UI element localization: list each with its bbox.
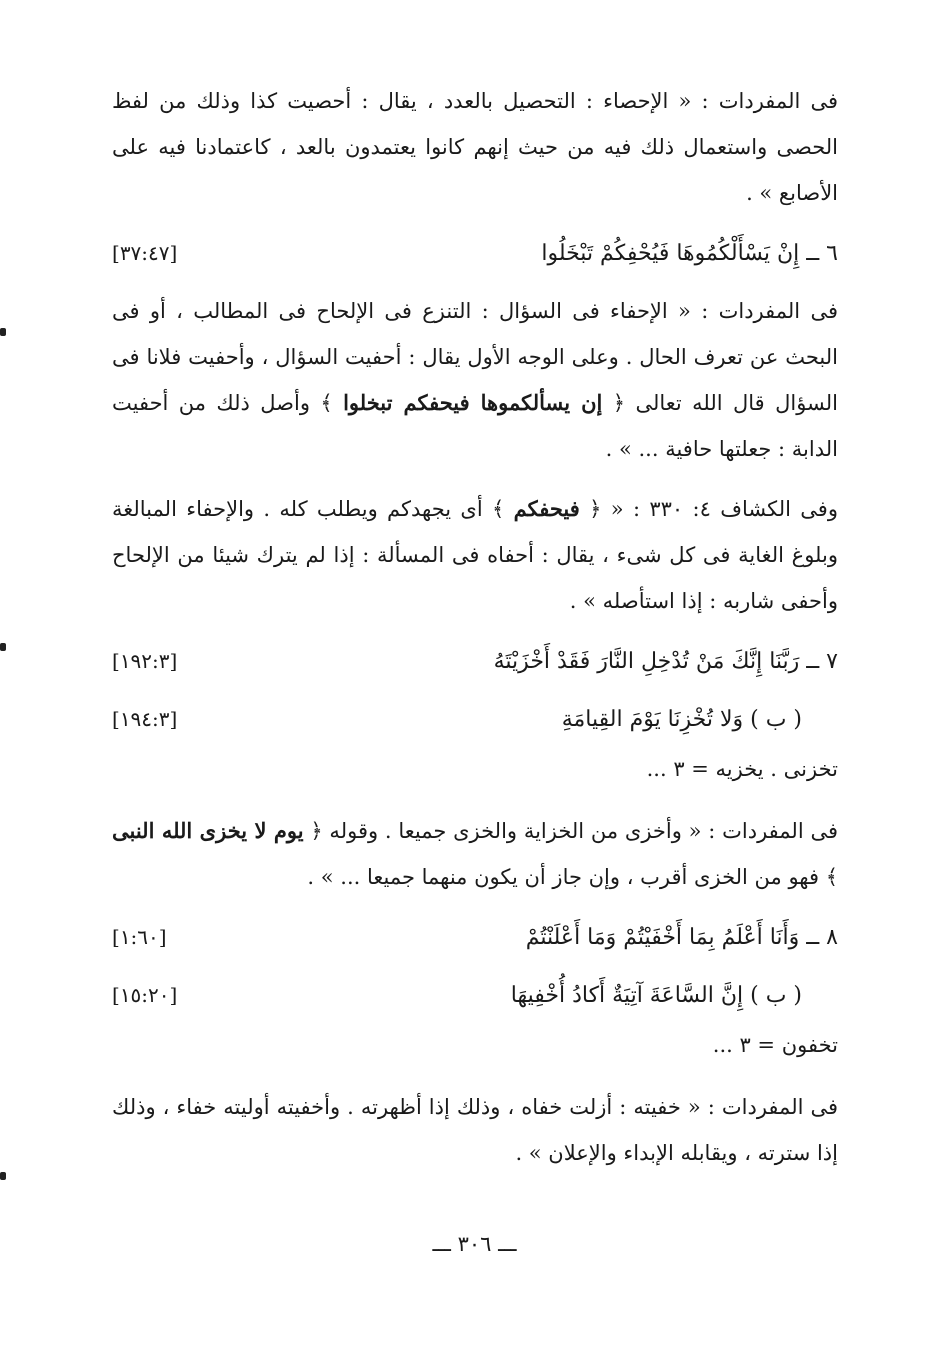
verse-reference: [١٥:٢٠] [112,983,178,1007]
text-segment: ﴾ وأصل ذلك من أحفيت الدابة : جعلتها حافية ... » . [112,391,838,461]
text-segment: ﴾ فهو من الخزى أقرب ، وإن جاز أن يكون منهما جميعا ... » . [307,865,838,889]
page-number: ـــ ٣٠٦ ـــ [432,1232,517,1256]
text-segment: فى المفردات : « وأخزى من الخزاية والخزى جميعا . وقوله ﴿ [310,819,838,843]
cross-reference-line: تخزنى . يخزيه = ٣ ... [646,757,838,781]
verse-text: ٨ ــ وَأَنَا أَعْلَمُ بِمَا أَخْفَيْتُمْ وَمَا أَعْلَنْتُمْ [525,924,838,950]
cross-reference-line: تخفون = ٣ ... [712,1033,838,1057]
paragraph-kashshaf [112,486,838,624]
bold-quote: فيحفكم [513,496,580,521]
verse-text: ٧ ــ رَبَّنَا إِنَّكَ مَنْ تُدْخِلِ النَّارَ فَقَدْ أَخْزَيْتَهُ [493,648,838,674]
verse-reference: [١٩٤:٣] [112,707,178,731]
verse-text: ( ب ) إِنَّ السَّاعَةَ آتِيَةٌ أَكادُ أُخْفِيهَا [510,982,802,1008]
bold-quote: إن يسألكموها فيحفكم تبخلوا [343,390,603,415]
verse-text: ( ب ) وَلا تُخْزِنَا يَوْمَ القِيامَةِ [561,706,802,732]
paragraph-mufradat-ihfa [112,288,838,472]
verse-reference: [٣٧:٤٧] [112,241,178,265]
bold-quote: يوم لا يخزى الله النبى [112,818,304,843]
text-segment: ﴾ أى يجهدكم ويطلب كله . والإحفاء المبالغة وبلوغ الغاية فى كل شىء ، يقال : أحفاه فى المسألة : إذا لم يترك شيئا من الإلحاح وأحفى شاربه : إذا استأصله » . [112,497,838,613]
verse-text: ٦ ــ إِنْ يَسْأَلْكُمُوهَا فَيُحْفِكُمْ تَبْخَلُوا [541,240,838,266]
verse-7 [112,638,838,684]
text-segment: وفى الكشاف ٤: ٣٣٠ : « ﴿ [589,497,838,521]
verse-8 [112,914,838,960]
verse-reference: [١:٦٠] [112,925,167,949]
verse-8b [112,972,838,1018]
margin-mark [0,643,6,651]
paragraph-mufradat-khizy [112,808,838,900]
margin-mark [0,1172,6,1180]
verse-6 [112,230,838,276]
verse-reference: [١٩٢:٣] [112,649,178,673]
verse-7b [112,696,838,742]
paragraph-mufradat-khafa: فى المفردات : « خفيته : أزلت خفاه ، وذلك إذا أظهرته . وأخفيته أوليته خفاء ، وذلك إذا سترته ، ويقابله الإبداء والإعلان » . [112,1095,838,1165]
margin-mark [0,328,6,336]
paragraph-mufradat-ihsa: فى المفردات : « الإحصاء : التحصيل بالعدد ، يقال : أحصيت كذا وذلك من لفظ الحصى واستعمال ذلك فيه من حيث إنهم كانوا يعتمدون بالعد ، كاعتمادنا فيه على الأصابع » . [112,89,838,205]
text-segment: فى المفردات : « الإحفاء فى السؤال : التنزع فى الإلحاح فى المطالب ، أو فى البحث عن تعرف الحال . وعلى الوجه الأول يقال : أحفيت السؤال ، وأحفيت فلانا فى السؤال قال الله تعالى ﴿ [112,299,839,415]
page-body [112,78,838,1190]
